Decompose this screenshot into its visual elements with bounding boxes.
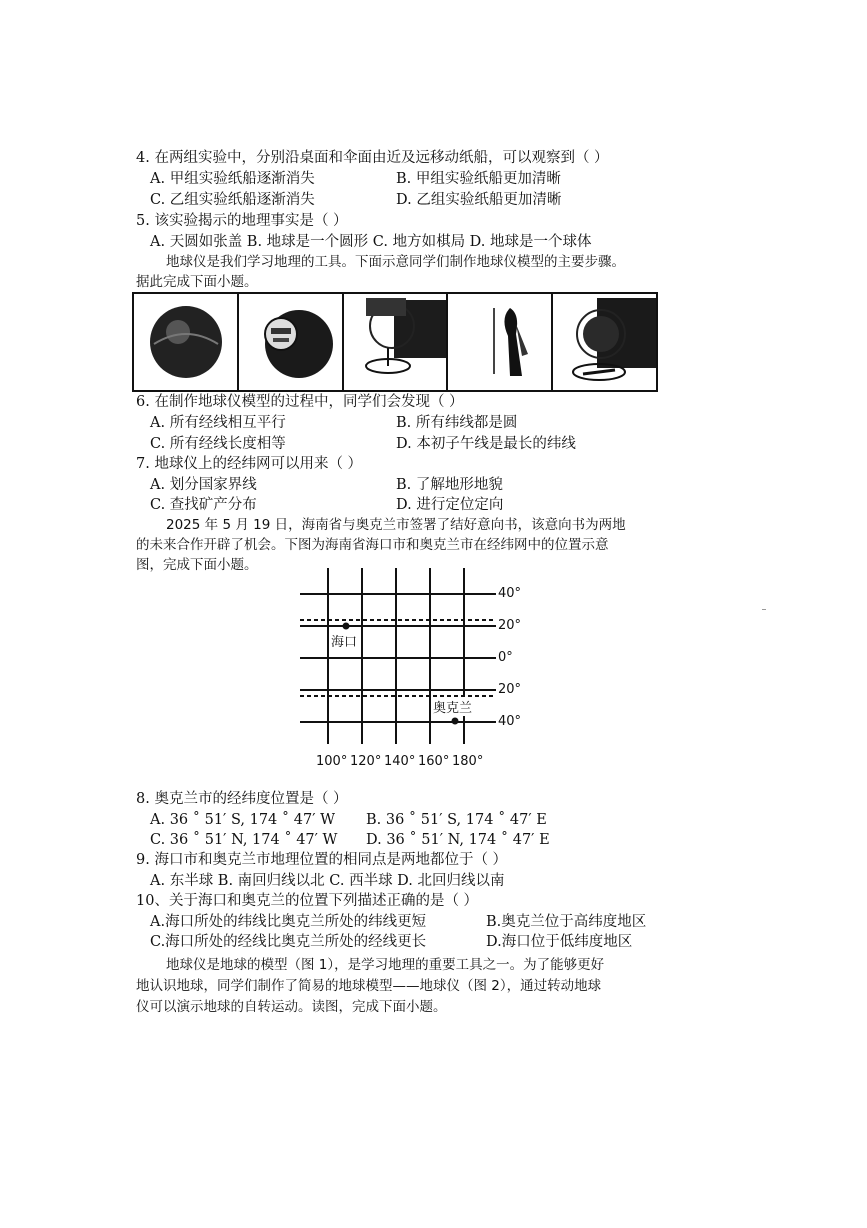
q8-option-b: B. 36 ˚ 51′ S, 174 ˚ 47′ E <box>366 812 547 828</box>
q6-option-b: B. 所有纬线都是圆 <box>396 415 518 431</box>
q6-option-a: A. 所有经线相互平行 <box>150 415 286 431</box>
intro3-line3: 仪可以演示地球的自转运动。读图，完成下面小题。 <box>136 999 447 1015</box>
globe-steps-photo-strip <box>132 292 658 392</box>
lat-label-20n: 20° <box>498 618 522 633</box>
q9-stem: 9. 海口市和奥克兰市地理位置的相同点是两地都位于（ ） <box>136 852 508 868</box>
intro1-line1: 地球仪是我们学习地理的工具。下面示意同学们制作地球仪模型的主要步骤。 <box>166 254 625 270</box>
intro1-line2: 据此完成下面小题。 <box>136 274 258 290</box>
q7-option-a: A. 划分国家界线 <box>150 477 257 493</box>
q4-stem: 4. 在两组实验中，分别沿桌面和伞面由近及远移动纸船，可以观察到（ ） <box>136 150 609 166</box>
auckland-label: 奥克兰 <box>433 697 472 716</box>
q8-option-c: C. 36 ˚ 51′ N, 174 ˚ 47′ W <box>150 832 338 848</box>
q5-stem: 5. 该实验揭示的地理事实是（ ） <box>136 213 348 229</box>
intro3-line2: 地认识地球，同学们制作了简易的地球模型——地球仪（图 2），通过转动地球 <box>136 978 602 994</box>
step-photo-4 <box>448 294 553 390</box>
q4-option-b: B. 甲组实验纸船更加清晰 <box>396 171 561 187</box>
q5-options: A. 天圆如张盖 B. 地球是一个圆形 C. 地方如棋局 D. 地球是一个球体 <box>150 234 592 250</box>
intro2-line3: 图，完成下面小题。 <box>136 557 258 573</box>
lon-label-160: 160° <box>418 754 450 769</box>
lon-label-100: 100° <box>316 754 348 769</box>
lon-label-140: 140° <box>384 754 416 769</box>
q8-option-d: D. 36 ˚ 51′ N, 174 ˚ 47′ E <box>366 832 550 848</box>
q6-stem: 6. 在制作地球仪模型的过程中，同学们会发现（ ） <box>136 394 464 410</box>
intro2-line1: 2025 年 5 月 19 日，海南省与奥克兰市签署了结好意向书，该意向书为两地 <box>166 517 626 533</box>
q4-option-a: A. 甲组实验纸船逐渐消失 <box>150 171 315 187</box>
q10-stem: 10、关于海口和奥克兰的位置下列描述正确的是（ ） <box>136 893 479 909</box>
q6-option-d: D. 本初子午线是最长的纬线 <box>396 436 576 452</box>
step-photo-5 <box>553 294 656 390</box>
q4-option-c: C. 乙组实验纸船逐渐消失 <box>150 192 315 208</box>
step-photo-3 <box>344 294 449 390</box>
q8-stem: 8. 奥克兰市的经纬度位置是（ ） <box>136 791 348 807</box>
q10-option-a: A.海口所处的纬线比奥克兰所处的纬线更短 <box>150 914 427 930</box>
step-photo-1 <box>134 294 239 390</box>
lon-label-120: 120° <box>350 754 382 769</box>
q10-option-c: C.海口所处的经线比奥克兰所处的经线更长 <box>150 934 427 950</box>
q7-stem: 7. 地球仪上的经纬网可以用来（ ） <box>136 456 363 472</box>
lat-lon-grid-map <box>300 568 540 778</box>
lat-label-40s: 40° <box>498 714 522 729</box>
step-photo-2 <box>239 294 344 390</box>
q7-option-c: C. 查找矿产分布 <box>150 497 257 513</box>
lat-label-20s: 20° <box>498 682 522 697</box>
lat-label-0: 0° <box>498 650 513 665</box>
q10-option-d: D.海口位于低纬度地区 <box>486 934 633 950</box>
scan-speck <box>762 609 766 610</box>
q9-options: A. 东半球 B. 南回归线以北 C. 西半球 D. 北回归线以南 <box>150 873 505 889</box>
q4-option-d: D. 乙组实验纸船更加清晰 <box>396 192 562 208</box>
intro2-line2: 的未来合作开辟了机会。下图为海南省海口市和奥克兰市在经纬网中的位置示意 <box>136 537 609 553</box>
intro3-line1: 地球仪是地球的模型（图 1），是学习地理的重要工具之一。为了能够更好 <box>166 957 605 973</box>
auckland-point <box>452 718 459 725</box>
haikou-label: 海口 <box>331 631 357 650</box>
q6-option-c: C. 所有经线长度相等 <box>150 436 286 452</box>
q7-option-d: D. 进行定位定向 <box>396 497 504 513</box>
q7-option-b: B. 了解地形地貌 <box>396 477 503 493</box>
q10-option-b: B.奥克兰位于高纬度地区 <box>486 914 647 930</box>
q8-option-a: A. 36 ˚ 51′ S, 174 ˚ 47′ W <box>150 812 335 828</box>
lon-label-180: 180° <box>452 754 484 769</box>
lat-label-40n: 40° <box>498 586 522 601</box>
haikou-point <box>343 623 350 630</box>
